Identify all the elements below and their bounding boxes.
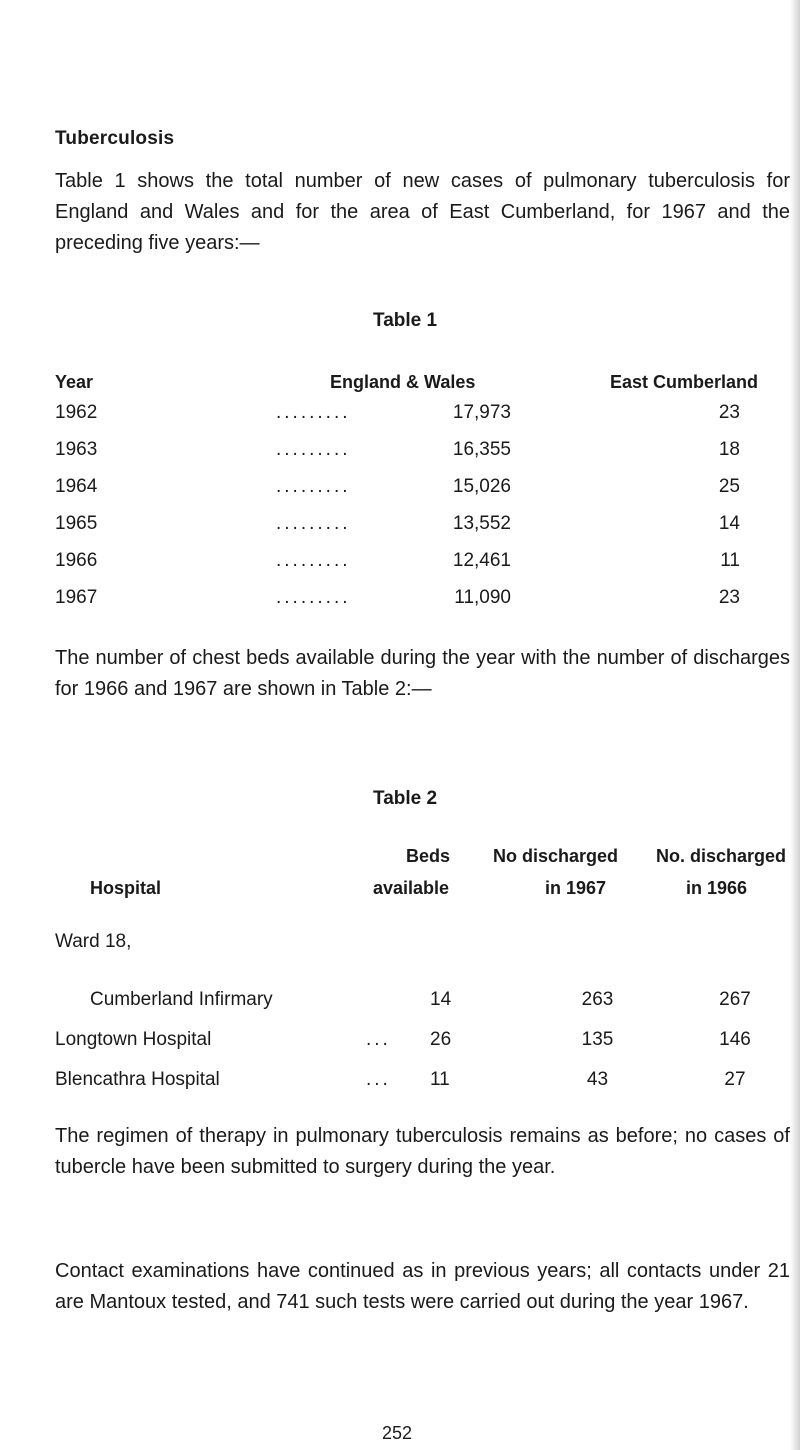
table1-header-england-wales: England & Wales [330, 372, 476, 392]
leader-dots: ......... [276, 587, 351, 608]
intro-paragraph: Table 1 shows the total number of new cases of pulmonary tuberculosis for England and Wales and for the area of East Cumberland, for 1967 and the preceding five years:— [55, 170, 790, 254]
beds-cell: 11 [430, 1069, 450, 1090]
year-cell: 1967 [55, 587, 98, 608]
table-row [0, 989, 800, 1019]
table-row [0, 439, 800, 469]
table2-header-hospital: Hospital [90, 878, 162, 898]
disc1967-cell: 135 [581, 1029, 614, 1050]
hospital-cell: Blencathra Hospital [55, 1069, 220, 1090]
table-row [0, 513, 800, 543]
table2-header-disc1967-line2: in 1967 [545, 878, 607, 898]
page-number: 252 [382, 1423, 413, 1443]
table2-header-beds-line2: available [373, 878, 450, 898]
leader-dots: ......... [276, 402, 351, 423]
table2-header-beds-line1: Beds [405, 846, 450, 866]
disc1966-cell: 146 [719, 1029, 751, 1050]
leader-dots: ... [366, 1029, 391, 1050]
table-row [0, 1029, 800, 1059]
table1-title: Table 1 [373, 310, 438, 331]
east-cumberland-cell: 23 [718, 402, 740, 423]
year-cell: 1965 [55, 513, 98, 534]
leader-dots: ......... [276, 550, 351, 571]
leader-dots: ... [366, 1069, 391, 1090]
contact-paragraph: Contact examinations have continued as in previous years; all contacts under 21 are Mantoux tested, and 741 such tests were carried out during the year 1967. [55, 1260, 790, 1313]
table2-header-disc1967-line1: No discharged [493, 846, 619, 866]
table2-header-disc1966-line1: No. discharged [656, 846, 787, 866]
ward-label: Ward 18, [55, 931, 132, 952]
disc1967-cell: 43 [586, 1069, 609, 1090]
hospital-cell: Cumberland Infirmary [90, 989, 273, 1010]
year-cell: 1964 [55, 476, 98, 497]
disc1966-cell: 267 [719, 989, 751, 1010]
table2-title: Table 2 [373, 788, 438, 809]
table-row [0, 402, 800, 432]
east-cumberland-cell: 18 [718, 439, 740, 460]
table1-header-year: Year [55, 372, 94, 392]
middle-paragraph: The number of chest beds available during the year with the number of discharges for 1966 and 1967 are shown in Table 2:— [55, 647, 790, 700]
table2-header-disc1966-line2: in 1966 [686, 878, 748, 898]
disc1967-cell: 263 [581, 989, 614, 1010]
regimen-paragraph: The regimen of therapy in pulmonary tuberculosis remains as before; no cases of tubercle have been submitted to surgery during the year. [55, 1125, 790, 1178]
england-wales-cell: 13,552 [452, 513, 511, 534]
england-wales-cell: 17,973 [452, 402, 511, 423]
east-cumberland-cell: 14 [718, 513, 740, 534]
beds-cell: 14 [430, 989, 452, 1010]
disc1966-cell: 27 [724, 1069, 746, 1090]
table1-header-east-cumberland: East Cumberland [610, 372, 759, 392]
table-row [0, 550, 800, 580]
table-row [0, 1069, 800, 1099]
england-wales-cell: 11,090 [454, 587, 511, 608]
beds-cell: 26 [430, 1029, 452, 1050]
year-cell: 1963 [55, 439, 98, 460]
east-cumberland-cell: 11 [720, 550, 740, 571]
england-wales-cell: 16,355 [452, 439, 511, 460]
table-row [0, 476, 800, 506]
table-row [0, 587, 800, 617]
page-edge-shadow [790, 0, 800, 1450]
england-wales-cell: 12,461 [452, 550, 511, 571]
england-wales-cell: 15,026 [452, 476, 511, 497]
east-cumberland-cell: 23 [718, 587, 740, 608]
leader-dots: ......... [276, 476, 351, 497]
hospital-cell: Longtown Hospital [55, 1029, 212, 1050]
year-cell: 1966 [55, 550, 98, 571]
east-cumberland-cell: 25 [718, 476, 740, 497]
section-heading: Tuberculosis [55, 128, 175, 149]
leader-dots: ......... [276, 439, 351, 460]
year-cell: 1962 [55, 402, 98, 423]
leader-dots: ......... [276, 513, 351, 534]
